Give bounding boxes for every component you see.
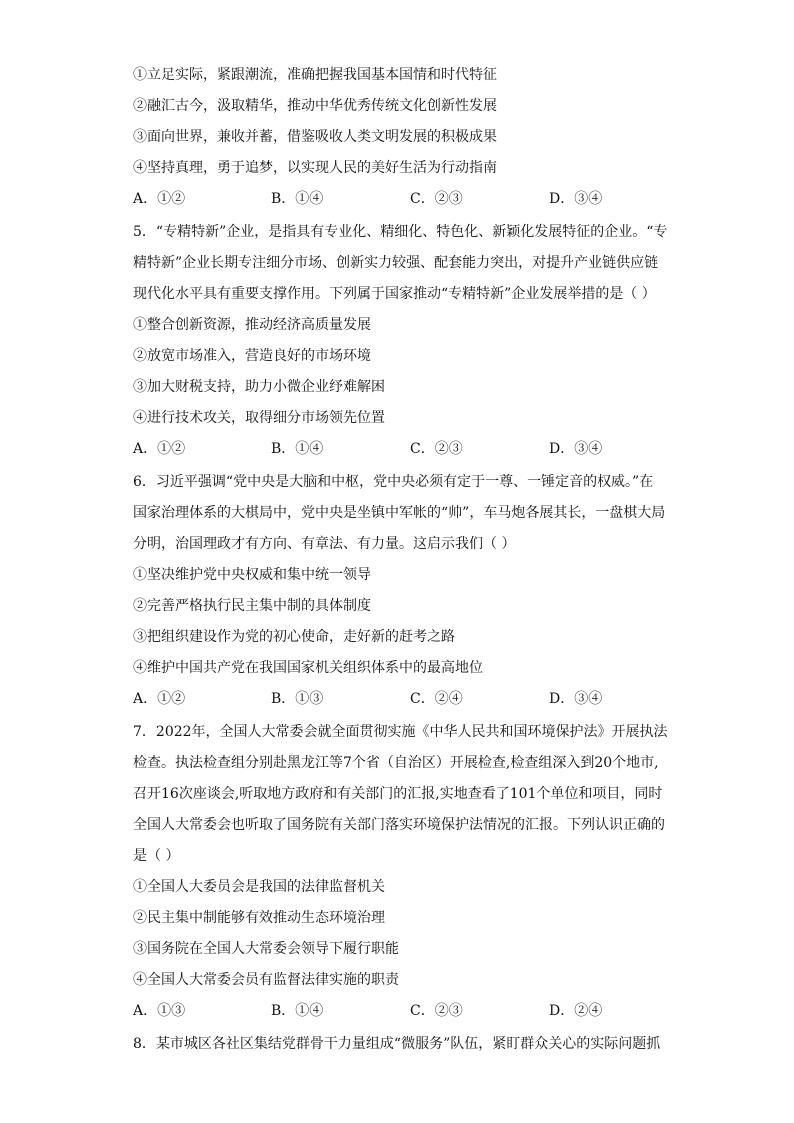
q5-item-4: ④进行技术攻关，取得细分市场领先位置 bbox=[133, 410, 385, 426]
q6-options bbox=[133, 690, 663, 708]
q5-options bbox=[133, 440, 663, 458]
q7-item-4: ④全国人大常委会员有监督法律实施的职责 bbox=[133, 972, 399, 988]
q4-item-4: ④坚持真理，勇于追梦，以实现人民的美好生活为行动指南 bbox=[133, 160, 497, 176]
q7-option-c[interactable]: C．②③ bbox=[410, 1003, 463, 1019]
q5-option-b[interactable]: B．①④ bbox=[271, 441, 324, 457]
q8-stem-line-1: 8．某市城区各社区集结党群骨干力量组成“微服务”队伍，紧盯群众关心的实际问题抓 bbox=[133, 1036, 661, 1052]
q7-item-2: ②民主集中制能够有效推动生态环境治理 bbox=[133, 910, 385, 926]
q7-options bbox=[133, 1002, 663, 1020]
q7-option-b[interactable]: B．①④ bbox=[271, 1003, 324, 1019]
q7-stem-line-2: 检查。执法检查组分别赴黑龙江等7个省（自治区）开展检查,检查组深入到20个地市, bbox=[133, 755, 659, 771]
q7-stem-line-4: 全国人大常委会也听取了国务院有关部门落实环境保护法情况的汇报。下列认识正确的 bbox=[133, 817, 665, 833]
q5-item-2: ②放宽市场准入，营造良好的市场环境 bbox=[133, 348, 371, 364]
q7-stem-line-3: 召开16次座谈会,听取地方政府和有关部门的汇报,实地查看了101个单位和项目，同时 bbox=[133, 786, 663, 802]
q4-option-c[interactable]: C．②③ bbox=[410, 191, 463, 207]
q5-item-3: ③加大财税支持，助力小微企业纾难解困 bbox=[133, 379, 385, 395]
q7-item-3: ③国务院在全国人大常委会领导下履行职能 bbox=[133, 941, 399, 957]
q7-item-1: ①全国人大委员会是我国的法律监督机关 bbox=[133, 879, 385, 895]
q7-option-a[interactable]: A．①③ bbox=[133, 1003, 186, 1019]
q7-option-d[interactable]: D．②④ bbox=[549, 1003, 603, 1019]
q5-option-d[interactable]: D．③④ bbox=[549, 441, 603, 457]
q4-item-1: ①立足实际，紧跟潮流，准确把握我国基本国情和时代特征 bbox=[133, 67, 497, 83]
q5-item-1: ①整合创新资源，推动经济高质量发展 bbox=[133, 317, 371, 333]
q7-stem-line-5: 是（ ） bbox=[133, 848, 180, 864]
q6-stem-line-2: 国家治理体系的大棋局中，党中央是坐镇中军帐的“帅”，车马炮各展其长，一盘棋大局 bbox=[133, 505, 666, 521]
q6-stem-line-3: 分明，治国理政才有方向、有章法、有力量。这启示我们（ ） bbox=[133, 536, 516, 552]
q6-option-c[interactable]: C．②④ bbox=[410, 691, 463, 707]
q4-option-b[interactable]: B．①④ bbox=[271, 191, 324, 207]
q6-option-b[interactable]: B．①③ bbox=[271, 691, 324, 707]
q6-item-4: ④维护中国共产党在我国国家机关组织体系中的最高地位 bbox=[133, 660, 483, 676]
q5-option-c[interactable]: C．②③ bbox=[410, 441, 463, 457]
q4-option-a[interactable]: A．①② bbox=[133, 191, 186, 207]
q5-stem-line-3: 现代化水平具有重要支撑作用。下列属于国家推动“专精特新”企业发展举措的是（ ） bbox=[133, 286, 656, 302]
q4-item-3: ③面向世界，兼收并蓄，借鉴吸收人类文明发展的积极成果 bbox=[133, 129, 497, 145]
q6-option-a[interactable]: A．①② bbox=[133, 691, 186, 707]
q7-stem-line-1: 7．2022年，全国人大常委会就全面贯彻实施《中华人民共和国环境保护法》开展执法 bbox=[133, 724, 668, 740]
q6-option-d[interactable]: D．③④ bbox=[549, 691, 603, 707]
q6-item-2: ②完善严格执行民主集中制的具体制度 bbox=[133, 598, 371, 614]
q6-item-3: ③把组织建设作为党的初心使命，走好新的赶考之路 bbox=[133, 629, 455, 645]
q6-item-1: ①坚决维护党中央权威和集中统一领导 bbox=[133, 567, 371, 583]
q5-option-a[interactable]: A．①② bbox=[133, 441, 186, 457]
q5-stem-line-1: 5．“专精特新”企业，是指具有专业化、精细化、特色化、新颖化发展特征的企业。“专 bbox=[133, 224, 668, 240]
q4-item-2: ②融汇古今，汲取精华，推动中华优秀传统文化创新性发展 bbox=[133, 98, 497, 114]
q5-stem-line-2: 精特新”企业长期专注细分市场、创新实力较强、配套能力突出，对提升产业链供应链 bbox=[133, 255, 659, 271]
q4-options bbox=[133, 190, 663, 208]
q6-stem-line-1: 6．习近平强调“党中央是大脑和中枢，党中央必须有定于一尊、一锤定音的权威。”在 bbox=[133, 474, 654, 490]
q4-option-d[interactable]: D．③④ bbox=[549, 191, 603, 207]
